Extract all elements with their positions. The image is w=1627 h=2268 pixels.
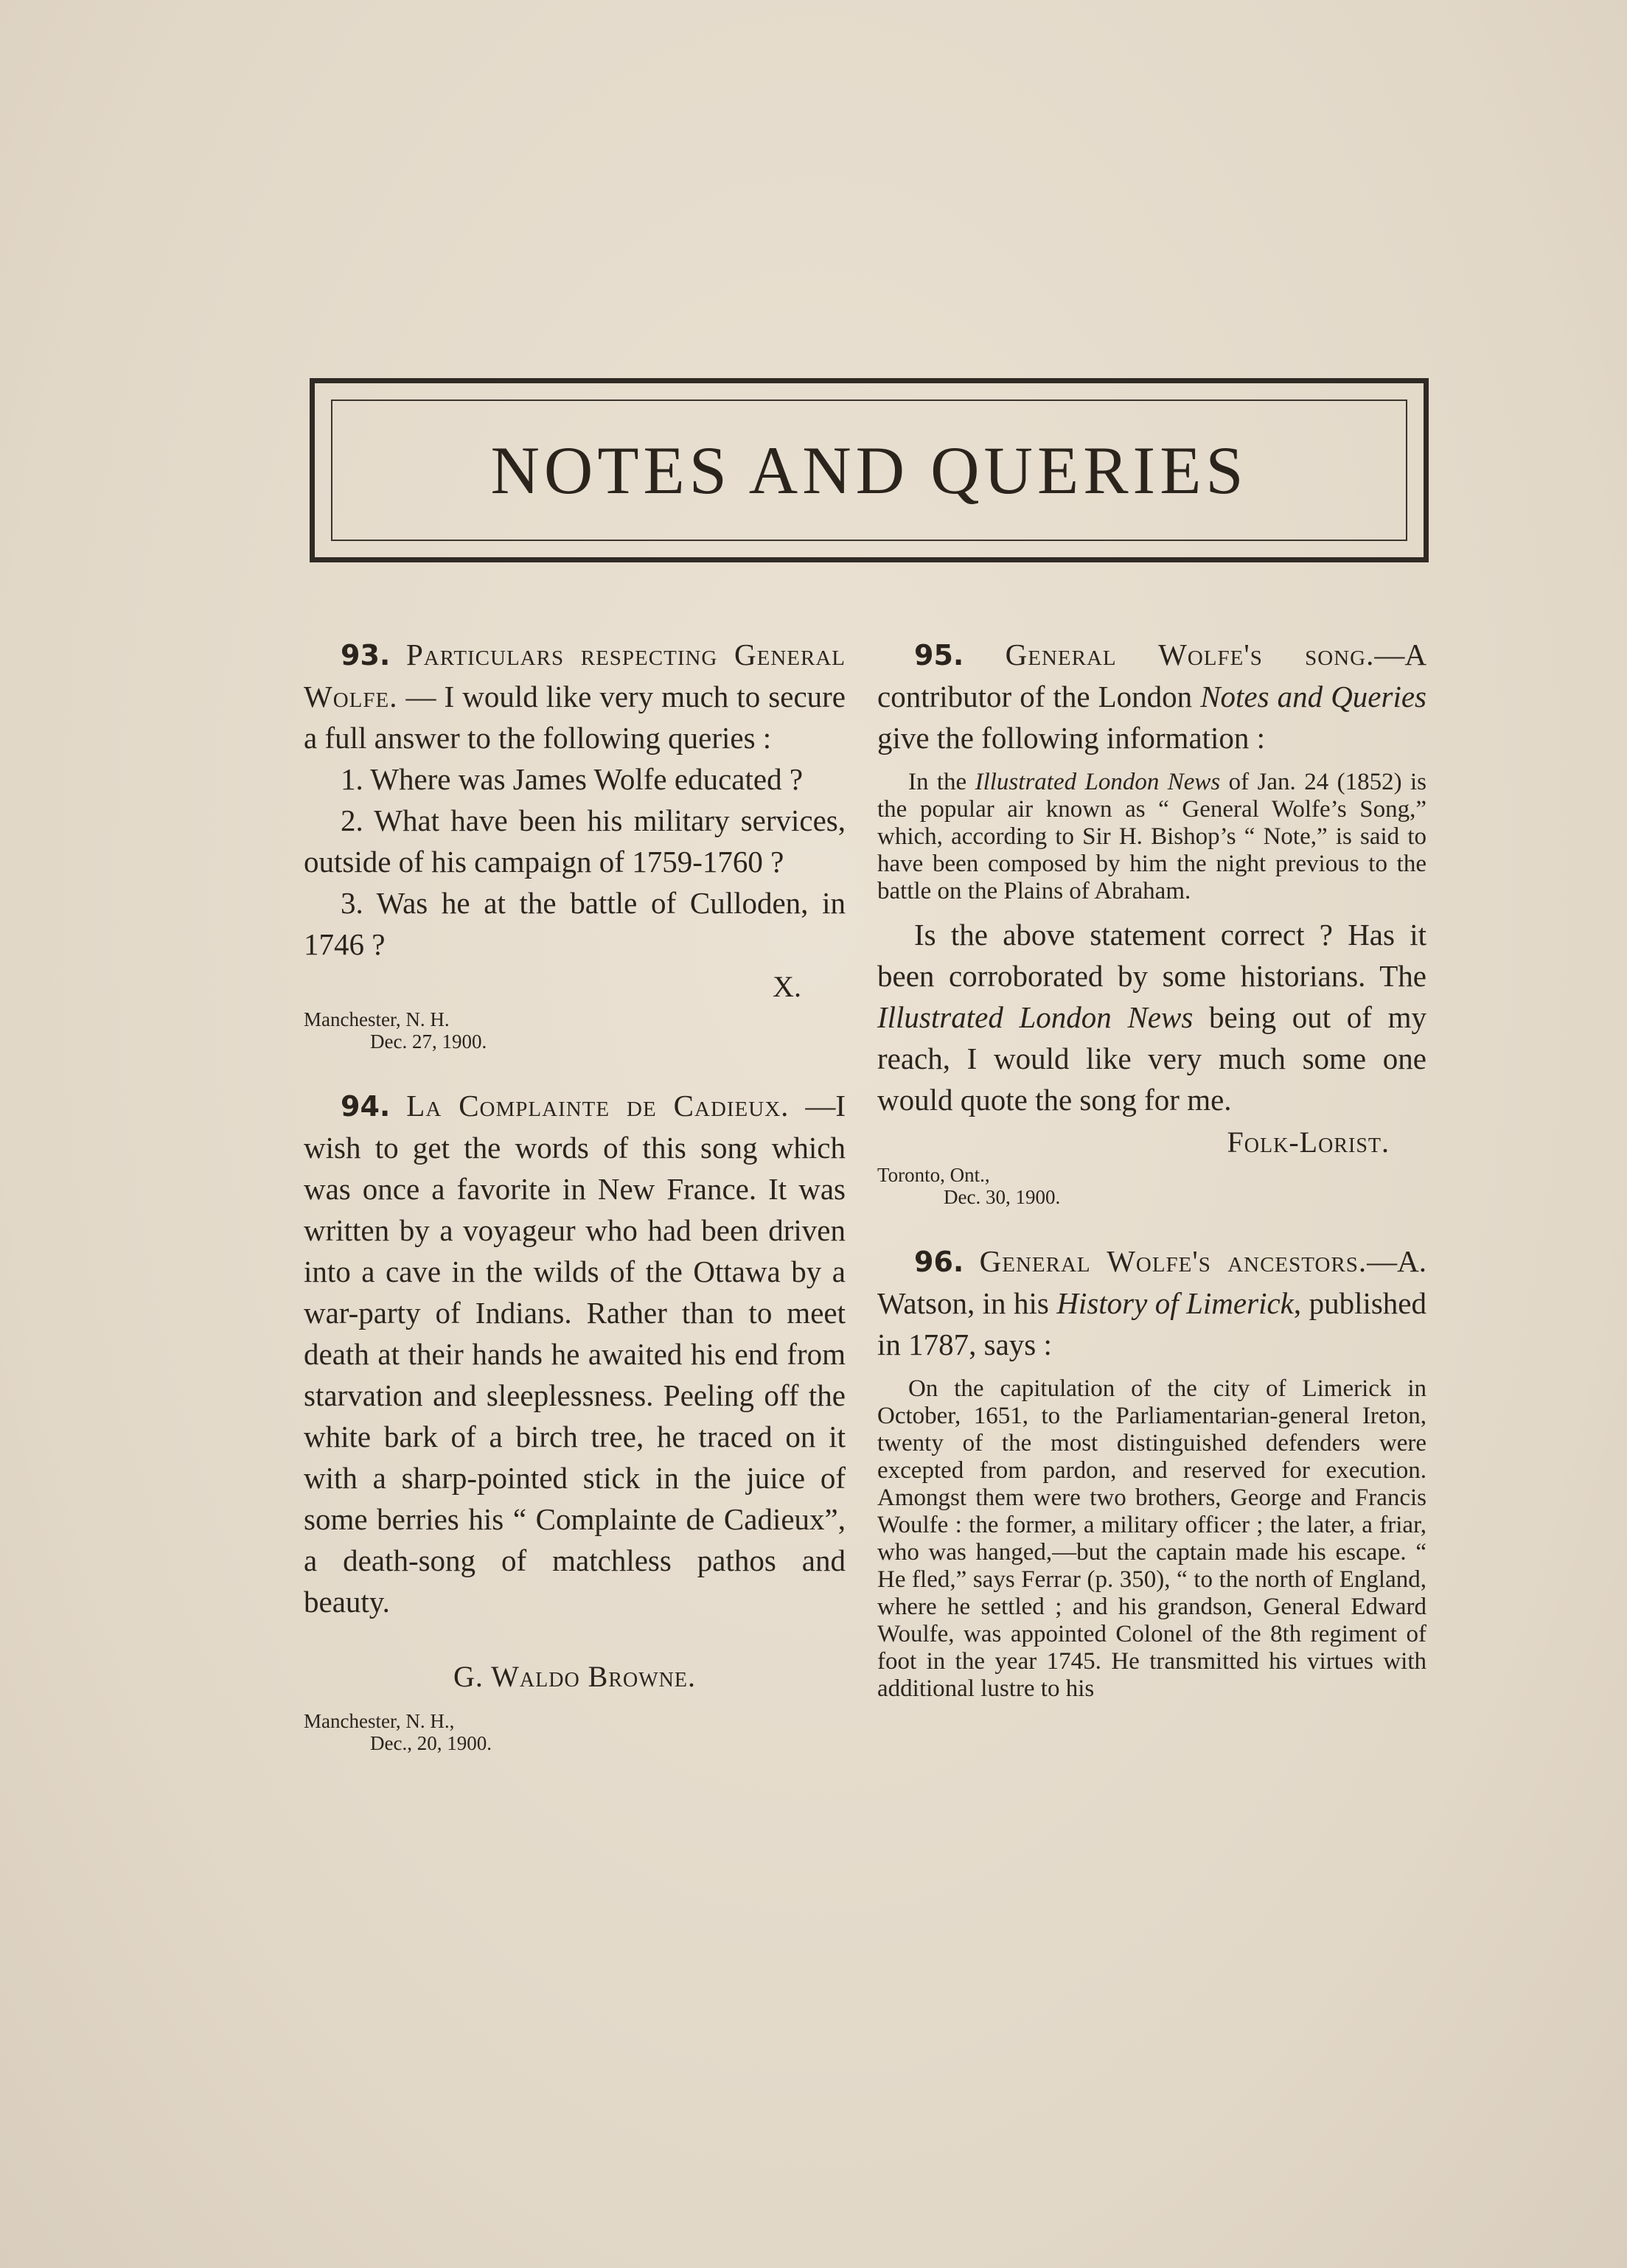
- note-96-number: 96.: [914, 1246, 964, 1278]
- note-95-number: 95.: [914, 639, 964, 671]
- note-93-date: Dec. 27, 1900.: [370, 1030, 487, 1053]
- note-94-place: Manchester, N. H.,: [304, 1710, 455, 1732]
- note-93-heading: Particulars respecting General Wolfe.: [304, 638, 846, 713]
- note-95: [877, 634, 1426, 1208]
- note-95-date: Dec. 30, 1900.: [944, 1186, 1061, 1208]
- note-93: [304, 634, 846, 1053]
- note-94-signature: G. Waldo Browne.: [453, 1660, 696, 1693]
- note-95-body: Is the above statement correct ? Has it been corroborated by some historians. The Illustrated London News being out of my reach, I would like very much some one would quote the song for me.: [877, 918, 1426, 1117]
- note-93-signature: X.: [773, 970, 801, 1003]
- note-96: [877, 1241, 1426, 1703]
- note-93-query-3: 3. Was he at the battle of Culloden, in 1746 ?: [304, 886, 846, 961]
- note-94-number: 94.: [341, 1090, 391, 1123]
- note-94-heading: La Complainte de Cadieux.: [406, 1089, 790, 1123]
- note-94-body-text: —I wish to get the words of this song which was once a favorite in New France. It was written by a voyageur who had been driven into a cave in the wilds of the Ottawa by a war-party of Indians. Rather than to meet death at their hands he awaited his end from starvation and sleeplessness. Peeling off the white bark of a birch tree, he traced on it with a sharp-pointed stick in the juice of some berries his “ Complainte de Cadieux”, a death-song of matchless pathos and beauty.: [304, 1089, 846, 1619]
- note-93-intro-text: — I would like very much to secure a full answer to the following queries :: [304, 680, 846, 755]
- note-96-source-title: History of Limerick: [1056, 1286, 1294, 1320]
- note-95-intro: 95. General Wolfe's song.—A contributor of the London Notes and Queries give the following information :: [877, 638, 1426, 755]
- note-93-intro: [304, 634, 846, 758]
- note-93-number: 93.: [341, 639, 391, 671]
- note-93-query-2: 2. What have been his military services, outside of his campaign of 1759-1760 ?: [304, 803, 846, 879]
- note-94-date: Dec., 20, 1900.: [370, 1732, 492, 1754]
- note-95-heading: General Wolfe's song.: [1005, 638, 1375, 671]
- note-96-quote: On the capitulation of the city of Limerick in October, 1651, to the Parliamentarian-general Ireton, twenty of the most distinguished defenders were excepted from pardon, and reserved for execution. Amongst them were two brothers, George and Francis Woulfe : the former, a military officer ; the later, a friar, who was hanged,—but the captain made his escape. “ He fled,” says Ferrar (p. 350), “ to the north of England, where he settled ; and his grandson, General Edward Woulfe, was appointed Colonel of the 8th regiment of foot in the year 1745. He transmitted his virtues with additional lustre to his: [877, 1375, 1426, 1702]
- header-inner-frame: [331, 399, 1407, 541]
- note-93-query-1: 1. Where was James Wolfe educated ?: [341, 762, 804, 796]
- note-95-source-title: Notes and Queries: [1200, 680, 1426, 713]
- note-94-body: [304, 1085, 846, 1622]
- note-95-place: Toronto, Ont.,: [877, 1164, 990, 1186]
- page-title: NOTES AND QUERIES: [490, 433, 1248, 508]
- note-96-intro: 96. General Wolfe's ancestors.—A. Watson, in his History of Limerick, published in 1787, says :: [877, 1244, 1426, 1361]
- left-column: [304, 634, 846, 1754]
- header-frame: [310, 378, 1429, 562]
- note-94: [304, 1085, 846, 1754]
- note-95-quote: In the Illustrated London News of Jan. 24 (1852) is the popular air known as “ General Wolfe’s Song,” which, according to Sir H. Bishop’s “ Note,” is said to have been composed by him the night previous to the battle on the Plains of Abraham.: [877, 769, 1427, 904]
- right-column: [877, 634, 1426, 1712]
- note-93-place: Manchester, N. H.: [304, 1008, 450, 1030]
- note-96-heading: General Wolfe's ancestors.: [979, 1244, 1368, 1278]
- note-95-signature: Folk-Lorist.: [1227, 1126, 1390, 1159]
